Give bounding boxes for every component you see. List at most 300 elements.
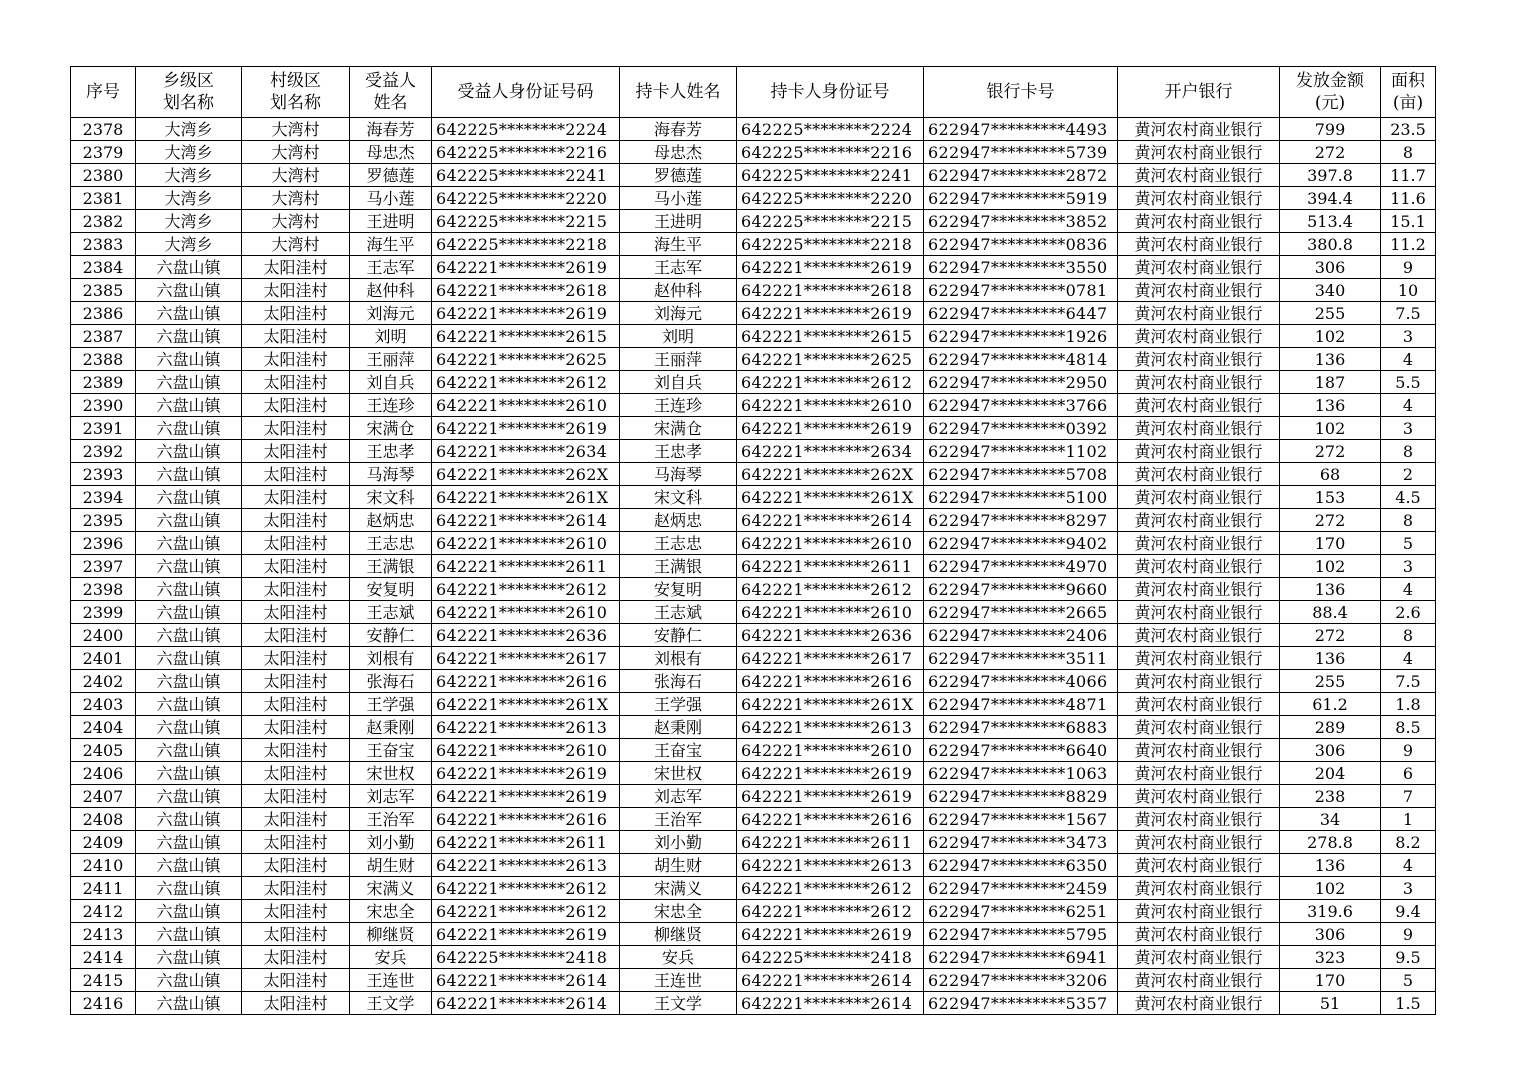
cell-cardholder: 安兵	[620, 946, 737, 969]
cell-beneficiary: 刘海元	[350, 302, 432, 325]
cell-cardholder: 宋文科	[620, 486, 737, 509]
table-row	[71, 509, 1436, 532]
cell-village: 太阳洼村	[242, 670, 350, 693]
cell-beneficiary: 赵炳忠	[350, 509, 432, 532]
header-beneficiary	[350, 67, 432, 118]
cell-area: 4	[1381, 348, 1436, 371]
cell-seq: 2378	[71, 118, 136, 141]
cell-town: 六盘山镇	[136, 509, 242, 532]
cell-bank: 黄河农村商业银行	[1118, 854, 1280, 877]
cell-cardholder-id: 642221********2610	[737, 532, 924, 555]
cell-cardholder-id: 642221********2610	[737, 394, 924, 417]
cell-cardholder-id: 642225********2220	[737, 187, 924, 210]
cell-area: 11.6	[1381, 187, 1436, 210]
cell-town: 六盘山镇	[136, 762, 242, 785]
header-town-line1: 乡级区	[163, 71, 214, 91]
cell-beneficiary-id: 642221********2619	[432, 923, 620, 946]
cell-bank: 黄河农村商业银行	[1118, 302, 1280, 325]
cell-cardholder-id: 642221********2611	[737, 555, 924, 578]
table-row	[71, 279, 1436, 302]
cell-bank-card: 622947*********1063	[924, 762, 1118, 785]
cell-bank-card: 622947*********2950	[924, 371, 1118, 394]
cell-seq: 2390	[71, 394, 136, 417]
cell-bank-card: 622947*********5919	[924, 187, 1118, 210]
cell-bank-card: 622947*********2459	[924, 877, 1118, 900]
table-row	[71, 762, 1436, 785]
cell-town: 六盘山镇	[136, 900, 242, 923]
table-row	[71, 164, 1436, 187]
cell-area: 9	[1381, 739, 1436, 762]
cell-area: 8.2	[1381, 831, 1436, 854]
cell-beneficiary: 海春芳	[350, 118, 432, 141]
cell-bank-card: 622947*********8297	[924, 509, 1118, 532]
cell-bank: 黄河农村商业银行	[1118, 509, 1280, 532]
table-row	[71, 969, 1436, 992]
cell-seq: 2404	[71, 716, 136, 739]
cell-town: 六盘山镇	[136, 371, 242, 394]
cell-town: 六盘山镇	[136, 946, 242, 969]
cell-area: 23.5	[1381, 118, 1436, 141]
cell-bank: 黄河农村商业银行	[1118, 670, 1280, 693]
header-village	[242, 67, 350, 118]
cell-village: 太阳洼村	[242, 532, 350, 555]
cell-amount: 136	[1280, 854, 1381, 877]
cell-bank-card: 622947*********8829	[924, 785, 1118, 808]
cell-cardholder-id: 642221********2610	[737, 601, 924, 624]
cell-area: 3	[1381, 417, 1436, 440]
cell-beneficiary-id: 642221********2611	[432, 831, 620, 854]
cell-village: 太阳洼村	[242, 325, 350, 348]
cell-cardholder: 王连世	[620, 969, 737, 992]
cell-bank: 黄河农村商业银行	[1118, 716, 1280, 739]
cell-amount: 88.4	[1280, 601, 1381, 624]
cell-seq: 2392	[71, 440, 136, 463]
cell-amount: 306	[1280, 739, 1381, 762]
table-row	[71, 808, 1436, 831]
cell-beneficiary: 王忠孝	[350, 440, 432, 463]
table-row	[71, 233, 1436, 256]
cell-cardholder-id: 642221********2613	[737, 716, 924, 739]
header-cardholder-id: 持卡人身份证号	[737, 67, 924, 118]
cell-cardholder-id: 642221********2613	[737, 854, 924, 877]
cell-town: 六盘山镇	[136, 486, 242, 509]
cell-seq: 2382	[71, 210, 136, 233]
cell-cardholder: 海春芳	[620, 118, 737, 141]
cell-area: 1	[1381, 808, 1436, 831]
cell-area: 9.5	[1381, 946, 1436, 969]
cell-amount: 61.2	[1280, 693, 1381, 716]
cell-area: 3	[1381, 325, 1436, 348]
cell-cardholder: 王志军	[620, 256, 737, 279]
cell-cardholder-id: 642221********2614	[737, 992, 924, 1015]
cell-village: 太阳洼村	[242, 762, 350, 785]
cell-village: 太阳洼村	[242, 739, 350, 762]
cell-seq: 2411	[71, 877, 136, 900]
cell-beneficiary-id: 642221********2610	[432, 532, 620, 555]
cell-bank-card: 622947*********3852	[924, 210, 1118, 233]
cell-seq: 2408	[71, 808, 136, 831]
cell-beneficiary-id: 642221********261X	[432, 693, 620, 716]
cell-cardholder: 宋世权	[620, 762, 737, 785]
cell-bank-card: 622947*********6350	[924, 854, 1118, 877]
cell-village: 大湾村	[242, 233, 350, 256]
cell-beneficiary-id: 642221********2617	[432, 647, 620, 670]
cell-cardholder: 宋满义	[620, 877, 737, 900]
cell-cardholder-id: 642221********2617	[737, 647, 924, 670]
table-row	[71, 739, 1436, 762]
cell-seq: 2403	[71, 693, 136, 716]
cell-cardholder-id: 642221********2615	[737, 325, 924, 348]
cell-bank: 黄河农村商业银行	[1118, 992, 1280, 1015]
cell-beneficiary-id: 642221********2636	[432, 624, 620, 647]
table-row	[71, 463, 1436, 486]
table-row	[71, 325, 1436, 348]
cell-amount: 289	[1280, 716, 1381, 739]
cell-cardholder-id: 642221********2625	[737, 348, 924, 371]
cell-bank: 黄河农村商业银行	[1118, 578, 1280, 601]
cell-town: 六盘山镇	[136, 647, 242, 670]
cell-village: 太阳洼村	[242, 509, 350, 532]
cell-beneficiary-id: 642221********2610	[432, 394, 620, 417]
cell-seq: 2393	[71, 463, 136, 486]
cell-bank: 黄河农村商业银行	[1118, 739, 1280, 762]
cell-beneficiary-id: 642225********2241	[432, 164, 620, 187]
cell-area: 1.8	[1381, 693, 1436, 716]
cell-cardholder-id: 642221********2610	[737, 739, 924, 762]
table-row	[71, 877, 1436, 900]
cell-area: 7.5	[1381, 670, 1436, 693]
table-row	[71, 486, 1436, 509]
cell-area: 9.4	[1381, 900, 1436, 923]
header-beneficiary-line1: 受益人	[365, 71, 416, 91]
cell-seq: 2384	[71, 256, 136, 279]
cell-cardholder: 王志忠	[620, 532, 737, 555]
table-row	[71, 624, 1436, 647]
header-seq: 序号	[71, 67, 136, 118]
cell-village: 太阳洼村	[242, 946, 350, 969]
cell-beneficiary: 王学强	[350, 693, 432, 716]
cell-area: 5.5	[1381, 371, 1436, 394]
cell-town: 六盘山镇	[136, 302, 242, 325]
cell-bank: 黄河农村商业银行	[1118, 118, 1280, 141]
table-row	[71, 256, 1436, 279]
cell-beneficiary: 宋文科	[350, 486, 432, 509]
cell-village: 大湾村	[242, 187, 350, 210]
cell-town: 六盘山镇	[136, 256, 242, 279]
cell-town: 六盘山镇	[136, 348, 242, 371]
cell-beneficiary: 柳继贤	[350, 923, 432, 946]
cell-cardholder: 母忠杰	[620, 141, 737, 164]
cell-bank-card: 622947*********6640	[924, 739, 1118, 762]
table-row	[71, 946, 1436, 969]
cell-bank: 黄河农村商业银行	[1118, 532, 1280, 555]
cell-amount: 380.8	[1280, 233, 1381, 256]
cell-cardholder: 王奋宝	[620, 739, 737, 762]
cell-beneficiary-id: 642221********2612	[432, 877, 620, 900]
cell-bank-card: 622947*********5100	[924, 486, 1118, 509]
cell-beneficiary-id: 642221********2614	[432, 969, 620, 992]
cell-bank-card: 622947*********3511	[924, 647, 1118, 670]
cell-cardholder: 刘明	[620, 325, 737, 348]
cell-seq: 2380	[71, 164, 136, 187]
cell-cardholder: 王连珍	[620, 394, 737, 417]
cell-area: 9	[1381, 923, 1436, 946]
cell-beneficiary: 安兵	[350, 946, 432, 969]
cell-bank: 黄河农村商业银行	[1118, 394, 1280, 417]
cell-village: 太阳洼村	[242, 693, 350, 716]
cell-area: 2.6	[1381, 601, 1436, 624]
cell-area: 7	[1381, 785, 1436, 808]
cell-seq: 2406	[71, 762, 136, 785]
cell-bank: 黄河农村商业银行	[1118, 463, 1280, 486]
header-town-line2: 划名称	[163, 93, 214, 113]
cell-area: 11.2	[1381, 233, 1436, 256]
cell-cardholder-id: 642221********2612	[737, 877, 924, 900]
cell-bank: 黄河农村商业银行	[1118, 601, 1280, 624]
cell-bank-card: 622947*********0781	[924, 279, 1118, 302]
cell-beneficiary: 王志忠	[350, 532, 432, 555]
cell-beneficiary: 马小莲	[350, 187, 432, 210]
cell-beneficiary-id: 642225********2418	[432, 946, 620, 969]
cell-bank: 黄河农村商业银行	[1118, 900, 1280, 923]
cell-cardholder: 马小莲	[620, 187, 737, 210]
cell-bank-card: 622947*********3206	[924, 969, 1118, 992]
cell-cardholder: 安复明	[620, 578, 737, 601]
cell-seq: 2407	[71, 785, 136, 808]
cell-village: 太阳洼村	[242, 992, 350, 1015]
cell-beneficiary: 母忠杰	[350, 141, 432, 164]
cell-seq: 2412	[71, 900, 136, 923]
cell-bank: 黄河农村商业银行	[1118, 693, 1280, 716]
cell-area: 5	[1381, 969, 1436, 992]
cell-amount: 340	[1280, 279, 1381, 302]
table-row	[71, 670, 1436, 693]
cell-bank: 黄河农村商业银行	[1118, 877, 1280, 900]
cell-seq: 2400	[71, 624, 136, 647]
cell-seq: 2402	[71, 670, 136, 693]
cell-town: 六盘山镇	[136, 555, 242, 578]
table-row	[71, 118, 1436, 141]
cell-cardholder-id: 642225********2224	[737, 118, 924, 141]
cell-beneficiary: 王进明	[350, 210, 432, 233]
cell-beneficiary: 王丽萍	[350, 348, 432, 371]
cell-cardholder: 张海石	[620, 670, 737, 693]
cell-beneficiary-id: 642221********2613	[432, 854, 620, 877]
header-area-line2: (亩)	[1392, 93, 1424, 113]
cell-cardholder: 刘小勤	[620, 831, 737, 854]
cell-town: 大湾乡	[136, 141, 242, 164]
cell-cardholder-id: 642221********2614	[737, 509, 924, 532]
cell-town: 六盘山镇	[136, 854, 242, 877]
table-row	[71, 440, 1436, 463]
cell-beneficiary-id: 642221********2614	[432, 992, 620, 1015]
cell-bank: 黄河农村商业银行	[1118, 624, 1280, 647]
cell-amount: 272	[1280, 509, 1381, 532]
cell-amount: 799	[1280, 118, 1381, 141]
cell-village: 太阳洼村	[242, 923, 350, 946]
cell-beneficiary-id: 642221********2616	[432, 670, 620, 693]
cell-bank: 黄河农村商业银行	[1118, 440, 1280, 463]
cell-bank-card: 622947*********5357	[924, 992, 1118, 1015]
cell-cardholder: 安静仁	[620, 624, 737, 647]
cell-area: 4	[1381, 854, 1436, 877]
cell-town: 六盘山镇	[136, 831, 242, 854]
cell-cardholder-id: 642225********2418	[737, 946, 924, 969]
cell-town: 六盘山镇	[136, 463, 242, 486]
cell-village: 太阳洼村	[242, 900, 350, 923]
cell-bank: 黄河农村商业银行	[1118, 279, 1280, 302]
cell-seq: 2405	[71, 739, 136, 762]
cell-bank-card: 622947*********1102	[924, 440, 1118, 463]
cell-cardholder-id: 642221********2636	[737, 624, 924, 647]
cell-bank: 黄河农村商业银行	[1118, 946, 1280, 969]
cell-beneficiary: 刘根有	[350, 647, 432, 670]
cell-cardholder-id: 642221********261X	[737, 693, 924, 716]
cell-seq: 2413	[71, 923, 136, 946]
cell-village: 太阳洼村	[242, 785, 350, 808]
cell-beneficiary-id: 642225********2215	[432, 210, 620, 233]
cell-village: 太阳洼村	[242, 417, 350, 440]
cell-town: 六盘山镇	[136, 394, 242, 417]
cell-bank-card: 622947*********0836	[924, 233, 1118, 256]
table-row	[71, 141, 1436, 164]
cell-bank-card: 622947*********2872	[924, 164, 1118, 187]
table-row	[71, 417, 1436, 440]
cell-beneficiary-id: 642221********262X	[432, 463, 620, 486]
cell-area: 11.7	[1381, 164, 1436, 187]
cell-beneficiary: 王治军	[350, 808, 432, 831]
cell-amount: 102	[1280, 555, 1381, 578]
header-amount	[1280, 67, 1381, 118]
cell-town: 大湾乡	[136, 233, 242, 256]
cell-village: 太阳洼村	[242, 348, 350, 371]
cell-beneficiary-id: 642221********2619	[432, 417, 620, 440]
cell-amount: 319.6	[1280, 900, 1381, 923]
table-row	[71, 348, 1436, 371]
cell-beneficiary: 刘志军	[350, 785, 432, 808]
cell-village: 大湾村	[242, 164, 350, 187]
cell-amount: 323	[1280, 946, 1381, 969]
cell-amount: 278.8	[1280, 831, 1381, 854]
cell-beneficiary-id: 642221********2615	[432, 325, 620, 348]
cell-cardholder: 马海琴	[620, 463, 737, 486]
cell-beneficiary-id: 642221********2612	[432, 900, 620, 923]
cell-seq: 2409	[71, 831, 136, 854]
cell-town: 六盘山镇	[136, 578, 242, 601]
cell-beneficiary-id: 642221********2619	[432, 256, 620, 279]
header-beneficiary-line2: 姓名	[373, 93, 408, 113]
cell-seq: 2388	[71, 348, 136, 371]
cell-village: 太阳洼村	[242, 831, 350, 854]
cell-bank: 黄河农村商业银行	[1118, 647, 1280, 670]
cell-village: 太阳洼村	[242, 716, 350, 739]
cell-town: 六盘山镇	[136, 670, 242, 693]
cell-cardholder: 赵仲科	[620, 279, 737, 302]
cell-amount: 255	[1280, 302, 1381, 325]
cell-area: 8	[1381, 440, 1436, 463]
cell-beneficiary: 王奋宝	[350, 739, 432, 762]
cell-beneficiary: 刘明	[350, 325, 432, 348]
cell-village: 太阳洼村	[242, 555, 350, 578]
cell-cardholder: 刘志军	[620, 785, 737, 808]
cell-bank-card: 622947*********3473	[924, 831, 1118, 854]
cell-town: 六盘山镇	[136, 417, 242, 440]
cell-beneficiary-id: 642221********2616	[432, 808, 620, 831]
cell-bank: 黄河农村商业银行	[1118, 762, 1280, 785]
cell-town: 六盘山镇	[136, 325, 242, 348]
cell-beneficiary: 王文学	[350, 992, 432, 1015]
cell-town: 六盘山镇	[136, 992, 242, 1015]
cell-beneficiary-id: 642221********2619	[432, 785, 620, 808]
cell-amount: 306	[1280, 923, 1381, 946]
cell-cardholder: 海生平	[620, 233, 737, 256]
table-body	[71, 118, 1436, 1015]
cell-area: 3	[1381, 555, 1436, 578]
cell-beneficiary: 海生平	[350, 233, 432, 256]
cell-bank: 黄河农村商业银行	[1118, 325, 1280, 348]
cell-cardholder: 罗德莲	[620, 164, 737, 187]
cell-cardholder-id: 642221********2616	[737, 808, 924, 831]
cell-bank-card: 622947*********6251	[924, 900, 1118, 923]
cell-bank: 黄河农村商业银行	[1118, 187, 1280, 210]
cell-amount: 394.4	[1280, 187, 1381, 210]
cell-town: 六盘山镇	[136, 532, 242, 555]
cell-amount: 204	[1280, 762, 1381, 785]
cell-cardholder-id: 642221********2616	[737, 670, 924, 693]
cell-beneficiary: 罗德莲	[350, 164, 432, 187]
table-row	[71, 831, 1436, 854]
cell-beneficiary: 王连世	[350, 969, 432, 992]
cell-amount: 136	[1280, 348, 1381, 371]
cell-cardholder: 赵秉刚	[620, 716, 737, 739]
cell-beneficiary-id: 642225********2216	[432, 141, 620, 164]
cell-amount: 102	[1280, 877, 1381, 900]
cell-town: 大湾乡	[136, 164, 242, 187]
cell-cardholder-id: 642225********2216	[737, 141, 924, 164]
cell-seq: 2387	[71, 325, 136, 348]
cell-beneficiary-id: 642221********2625	[432, 348, 620, 371]
cell-seq: 2389	[71, 371, 136, 394]
cell-bank-card: 622947*********6883	[924, 716, 1118, 739]
cell-amount: 68	[1280, 463, 1381, 486]
cell-cardholder: 刘海元	[620, 302, 737, 325]
table-row	[71, 716, 1436, 739]
table-row	[71, 923, 1436, 946]
cell-cardholder: 宋满仓	[620, 417, 737, 440]
cell-town: 六盘山镇	[136, 624, 242, 647]
cell-seq: 2410	[71, 854, 136, 877]
cell-cardholder-id: 642221********2618	[737, 279, 924, 302]
subsidy-table-sheet	[70, 66, 1436, 1015]
cell-village: 太阳洼村	[242, 808, 350, 831]
cell-cardholder-id: 642221********2612	[737, 900, 924, 923]
cell-amount: 513.4	[1280, 210, 1381, 233]
cell-beneficiary-id: 642221********2611	[432, 555, 620, 578]
cell-cardholder: 王学强	[620, 693, 737, 716]
cell-village: 太阳洼村	[242, 877, 350, 900]
cell-town: 大湾乡	[136, 187, 242, 210]
cell-village: 太阳洼村	[242, 394, 350, 417]
cell-area: 4	[1381, 578, 1436, 601]
cell-bank-card: 622947*********6941	[924, 946, 1118, 969]
cell-bank: 黄河农村商业银行	[1118, 808, 1280, 831]
cell-town: 六盘山镇	[136, 877, 242, 900]
cell-cardholder-id: 642225********2218	[737, 233, 924, 256]
cell-amount: 136	[1280, 578, 1381, 601]
cell-bank: 黄河农村商业银行	[1118, 371, 1280, 394]
cell-beneficiary-id: 642221********2613	[432, 716, 620, 739]
cell-area: 7.5	[1381, 302, 1436, 325]
